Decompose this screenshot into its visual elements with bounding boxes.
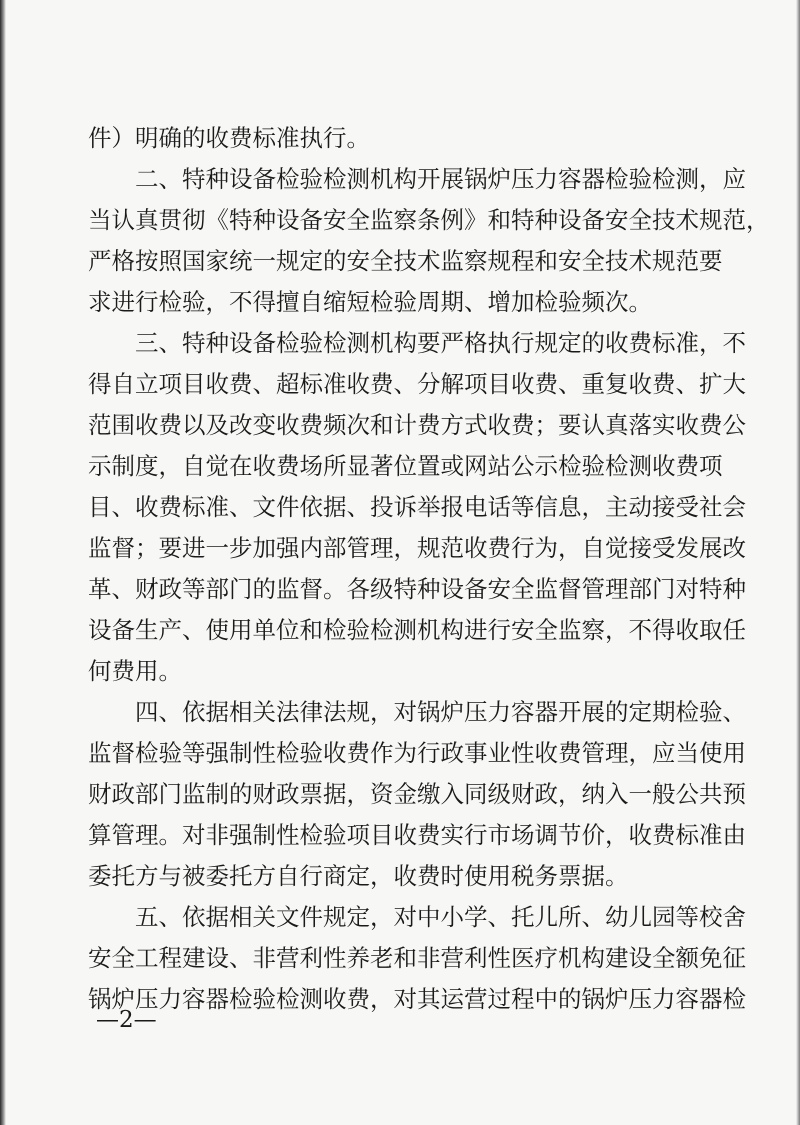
text-line: 委托方与被委托方自行商定，收费时使用税务票据。 <box>88 862 629 890</box>
scan-edge-left <box>0 0 6 1125</box>
text-line: 算管理。对非强制性检验项目收费实行市场调节价，收费标准由 <box>88 821 746 849</box>
text-line: 监督；要进一步加强内部管理，规范收费行为，自觉接受发展改 <box>88 534 746 562</box>
text-line: 件）明确的收费标准执行。 <box>88 124 370 152</box>
text-line: 何费用。 <box>88 657 182 685</box>
scan-edge-right <box>796 0 800 1125</box>
text-line: 严格按照国家统一规定的安全技术监察规程和安全技术规范要 <box>88 247 723 275</box>
text-line: 五、依据相关文件规定，对中小学、托儿所、幼儿园等校舍 <box>88 903 746 931</box>
text-line: 锅炉压力容器检验检测收费，对其运营过程中的锅炉压力容器检 <box>88 985 746 1013</box>
text-line: 监督检验等强制性检验收费作为行政事业性收费管理，应当使用 <box>88 739 746 767</box>
text-line: 安全工程建设、非营利性养老和非营利性医疗机构建设全额免征 <box>88 944 746 972</box>
text-line: 当认真贯彻《特种设备安全监察条例》和特种设备安全技术规范， <box>88 206 770 234</box>
text-line: 三、特种设备检验检测机构要严格执行规定的收费标准，不 <box>88 329 746 357</box>
text-line: 财政部门监制的财政票据，资金缴入同级财政，纳入一般公共预 <box>88 780 746 808</box>
text-line: 求进行检验，不得擅自缩短检验周期、增加检验频次。 <box>88 288 652 316</box>
page-number: —2— <box>96 1007 157 1033</box>
text-line: 二、特种设备检验检测机构开展锅炉压力容器检验检测，应 <box>88 165 746 193</box>
text-line: 革、财政等部门的监督。各级特种设备安全监督管理部门对特种 <box>88 575 746 603</box>
text-line: 范围收费以及改变收费频次和计费方式收费；要认真落实收费公 <box>88 411 746 439</box>
text-line: 设备生产、使用单位和检验检测机构进行安全监察，不得收取任 <box>88 616 746 644</box>
text-line: 目、收费标准、文件依据、投诉举报电话等信息，主动接受社会 <box>88 493 746 521</box>
text-line: 得自立项目收费、超标准收费、分解项目收费、重复收费、扩大 <box>88 370 746 398</box>
text-line: 四、依据相关法律法规，对锅炉压力容器开展的定期检验、 <box>88 698 746 726</box>
text-line: 示制度，自觉在收费场所显著位置或网站公示检验检测收费项 <box>88 452 723 480</box>
